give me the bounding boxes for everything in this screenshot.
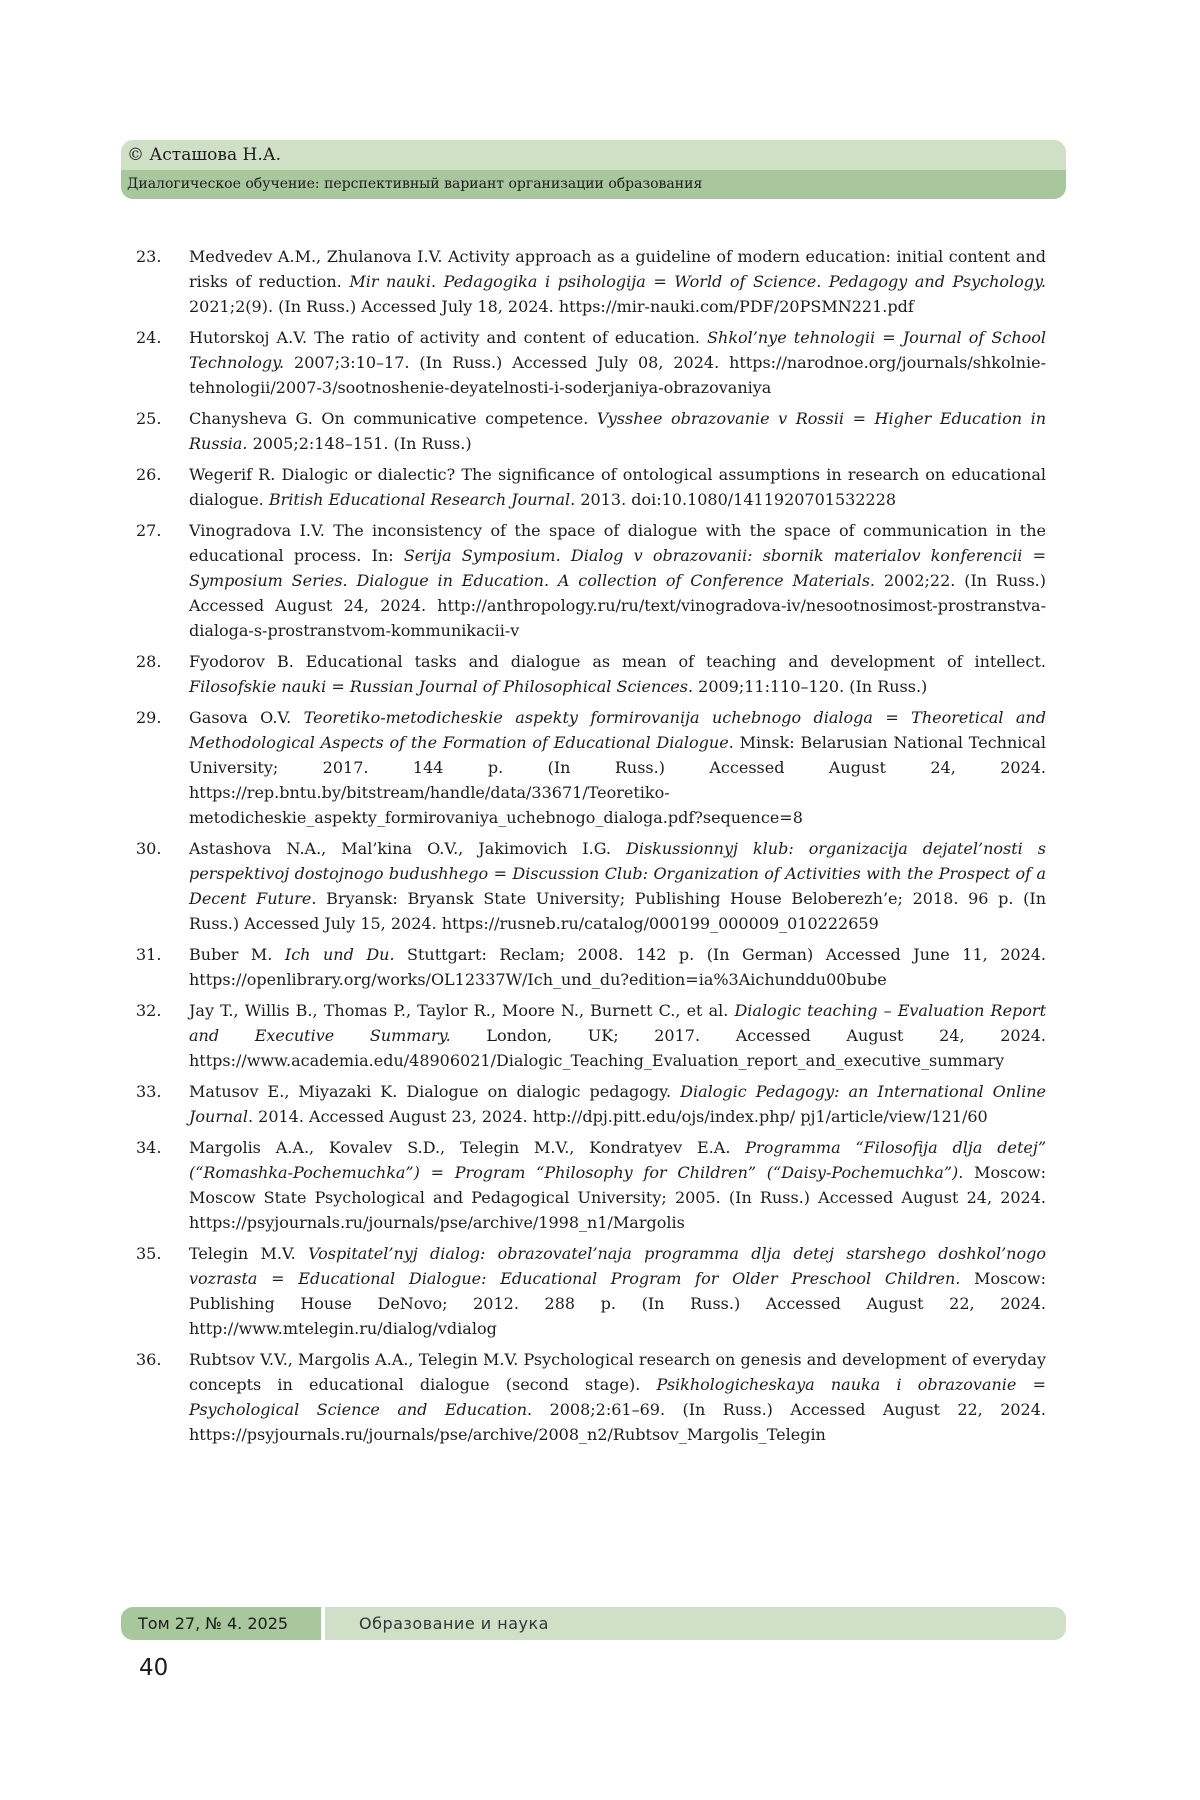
reference-segment: Moscow: Publishing House DeNovo; 2012. 288 p. (In Russ.) Accessed August 22, 2024. http://www.mtelegin.ru/dialog/vdialog bbox=[189, 1269, 1046, 1338]
reference-source-title: Mir nauki. Pedagogika i psihologija = World of Science. Pedagogy and Psychology. bbox=[349, 272, 1047, 291]
reference-segment: Jay T., Willis B., Thomas P., Taylor R., Moore N., Burnett C., et al. bbox=[189, 1001, 735, 1020]
reference-text bbox=[189, 1079, 1046, 1129]
reference-source-title: Ich und Du. bbox=[284, 945, 395, 964]
footer-volume: Том 27, № 4. 2025 bbox=[121, 1607, 321, 1640]
reference-source-title: Serija Symposium. Dialog v obrazovanii: sbornik materialov konferencii = Symposium Series. Dialogue in Education. A collection of Conference Materials. bbox=[189, 546, 1046, 590]
reference-number: 35. bbox=[136, 1244, 162, 1263]
reference-segment: 2008;2:61–69. (In Russ.) Accessed August 22, 2024. https://psyjournals.ru/journals/pse/archive/2008_n2/Rubtsov_Margolis_Telegin bbox=[189, 1400, 1046, 1444]
reference-number: 28. bbox=[136, 652, 162, 671]
reference-segment: Fyodorov B. Educational tasks and dialogue as mean of teaching and development of intellect. bbox=[189, 652, 1046, 671]
reference-item bbox=[136, 942, 1046, 992]
running-header bbox=[121, 140, 1066, 199]
reference-item bbox=[136, 406, 1046, 456]
reference-source-title: Filosofskie nauki = Russian Journal of Philosophical Sciences. bbox=[189, 677, 694, 696]
reference-segment: 2007;3:10–17. (In Russ.) Accessed July 08, 2024. https://narodnoe.org/journals/shkolnie-tehnologii/2007-3/sootnoshenie-deyatelnosti-i-soderjaniya-obrazovaniya bbox=[189, 353, 1046, 397]
reference-source-title: Programma “Filosofija dlja detej” (“Romashka-Pochemuchka”) = Program “Philosophy for Children” (“Daisy-Pochemuchka”). bbox=[189, 1138, 1047, 1182]
reference-text bbox=[189, 518, 1046, 643]
reference-segment: 2021;2(9). (In Russ.) Accessed July 18, 2024. https://mir-nauki.com/PDF/20PSMN221.pdf bbox=[189, 297, 914, 316]
reference-item bbox=[136, 325, 1046, 400]
reference-source-title: British Educational Research Journal bbox=[268, 490, 571, 509]
header-author: © Асташова Н.А. bbox=[121, 140, 1066, 170]
reference-item bbox=[136, 244, 1046, 319]
reference-source-title: Dialogic Pedagogy: an International Online Journal bbox=[189, 1082, 1047, 1126]
reference-text bbox=[189, 325, 1046, 400]
reference-segment: Gasova O.V. bbox=[189, 708, 304, 727]
reference-segment: Moscow: Moscow State Psychological and Pedagogical University; 2005. (In Russ.) Accessed August 24, 2024. https://psyjournals.ru/journals/pse/archive/1998_n1/Margolis bbox=[189, 1163, 1047, 1232]
reference-item bbox=[136, 836, 1046, 936]
reference-number: 29. bbox=[136, 708, 162, 727]
reference-segment: 2005;2:148–151. (In Russ.) bbox=[247, 434, 472, 453]
reference-source-title: Psikhologicheskaya nauka i obrazovanie = Psychological Science and Education. bbox=[189, 1375, 1047, 1419]
reference-segment: London, UK; 2017. Accessed August 24, 2024. https://www.academia.edu/48906021/Dialogic_Teaching_Evaluation_report_and_executive_summary bbox=[189, 1026, 1047, 1070]
reference-text bbox=[189, 1241, 1046, 1341]
reference-item bbox=[136, 518, 1046, 643]
reference-number: 23. bbox=[136, 247, 162, 266]
reference-segment: 2009;11:110–120. (In Russ.) bbox=[693, 677, 928, 696]
reference-segment: Minsk: Belarusian National Technical University; 2017. 144 p. (In Russ.) Accessed August 24, 2024. https://rep.bntu.by/bitstream/handle/data/33671/Teoretiko-metodicheskie_aspekty_formirovaniya_uchebnogo_dialoga.pdf?sequence=8 bbox=[189, 733, 1047, 827]
reference-source-title: Teoretiko-metodicheskie aspekty formirovanija uchebnogo dialoga = Theoretical and Methodological Aspects of the Formation of Educational Dialogue. bbox=[189, 708, 1047, 752]
reference-source-title: Diskussionnyj klub: organizacija dejatel’nosti s perspektivoj dostojnogo budushhego = Discussion Club: Organization of Activities with the Prospect of a Decent Future. bbox=[189, 839, 1047, 908]
reference-number: 31. bbox=[136, 945, 162, 964]
reference-item bbox=[136, 1135, 1046, 1235]
reference-source-title: Dialogic teaching – Evaluation Report and Executive Summary. bbox=[189, 1001, 1047, 1045]
reference-segment: Wegerif R. Dialogic or dialectic? The significance of ontological assumptions in research on educational dialogue. bbox=[189, 465, 1046, 509]
reference-segment: Telegin M.V. bbox=[189, 1244, 309, 1263]
reference-item bbox=[136, 998, 1046, 1073]
reference-text bbox=[189, 462, 1046, 512]
reference-number: 26. bbox=[136, 465, 162, 484]
reference-segment: Medvedev A.M., Zhulanova I.V. Activity approach as a guideline of modern education: initial content and risks of reduction. bbox=[189, 247, 1046, 291]
reference-text bbox=[189, 649, 1046, 699]
running-footer bbox=[121, 1607, 1066, 1640]
reference-number: 24. bbox=[136, 328, 162, 347]
reference-item bbox=[136, 1079, 1046, 1129]
reference-number: 27. bbox=[136, 521, 162, 540]
reference-segment: 2002;22. (In Russ.) Accessed August 24, 2024. http://anthropology.ru/ru/text/vinogradova-iv/nesootnosimost-prostranstva-dialoga-s-prostranstvom-kommunikacii-v bbox=[189, 571, 1046, 640]
reference-segment: Rubtsov V.V., Margolis A.A., Telegin M.V. Psychological research on genesis and development of everyday concepts in educational dialogue (second stage). bbox=[189, 1350, 1046, 1394]
reference-list bbox=[136, 244, 1046, 1453]
reference-source-title: Vospitatel’nyj dialog: obrazovatel’naja programma dlja detej starshego doshkol’nogo vozrasta = Educational Dialogue: Educational Program for Older Preschool Children. bbox=[189, 1244, 1046, 1288]
reference-number: 36. bbox=[136, 1350, 162, 1369]
reference-source-title: Vysshee obrazovanie v Rossii = Higher Education in Russia. bbox=[189, 409, 1046, 453]
reference-segment: Astashova N.A., Mal’kina O.V., Jakimovich I.G. bbox=[189, 839, 627, 858]
header-article-title: Диалогическое обучение: перспективный вариант организации образования bbox=[121, 170, 1066, 199]
reference-segment: Matusov E., Miyazaki K. Dialogue on dialogic pedagogy. bbox=[189, 1082, 681, 1101]
reference-item bbox=[136, 705, 1046, 830]
reference-segment: Bryansk: Bryansk State University; Publishing House Beloberezh’e; 2018. 96 p. (In Russ.) Accessed July 15, 2024. https://rusneb.ru/catalog/000199_000009_010222659 bbox=[189, 889, 1047, 933]
reference-segment: . 2013. doi:10.1080/1411920701532228 bbox=[570, 490, 897, 509]
reference-text bbox=[189, 942, 1046, 992]
reference-text bbox=[189, 1347, 1046, 1447]
reference-segment: Stuttgart: Reclam; 2008. 142 p. (In German) Accessed June 11, 2024. https://openlibrary.org/works/OL12337W/Ich_und_du?edition=ia%3Aichunddu00bube bbox=[189, 945, 1047, 989]
reference-segment: Hutorskoj A.V. The ratio of activity and content of education. bbox=[189, 328, 708, 347]
reference-segment: Buber M. bbox=[189, 945, 285, 964]
reference-segment: . 2014. Accessed August 23, 2024. http://dpj.pitt.edu/ojs/index.php/ pj1/article/view/121/60 bbox=[247, 1107, 988, 1126]
reference-item bbox=[136, 1241, 1046, 1341]
reference-item bbox=[136, 649, 1046, 699]
reference-number: 33. bbox=[136, 1082, 162, 1101]
reference-item bbox=[136, 1347, 1046, 1447]
reference-text bbox=[189, 705, 1046, 830]
reference-text bbox=[189, 836, 1046, 936]
page-number: 40 bbox=[139, 1655, 169, 1681]
reference-number: 34. bbox=[136, 1138, 162, 1157]
reference-segment: Chanysheva G. On communicative competence. bbox=[189, 409, 597, 428]
reference-text bbox=[189, 244, 1046, 319]
reference-number: 25. bbox=[136, 409, 162, 428]
reference-number: 30. bbox=[136, 839, 162, 858]
reference-text bbox=[189, 1135, 1046, 1235]
footer-journal-name: Образование и наука bbox=[325, 1607, 1066, 1640]
reference-number: 32. bbox=[136, 1001, 162, 1020]
reference-text bbox=[189, 406, 1046, 456]
reference-segment: Vinogradova I.V. The inconsistency of the space of dialogue with the space of communication in the educational process. In: bbox=[189, 521, 1046, 565]
reference-segment: Margolis A.A., Kovalev S.D., Telegin M.V., Kondratyev E.A. bbox=[189, 1138, 746, 1157]
reference-source-title: Shkol’nye tehnologii = Journal of School Technology. bbox=[189, 328, 1047, 372]
reference-text bbox=[189, 998, 1046, 1073]
reference-item bbox=[136, 462, 1046, 512]
